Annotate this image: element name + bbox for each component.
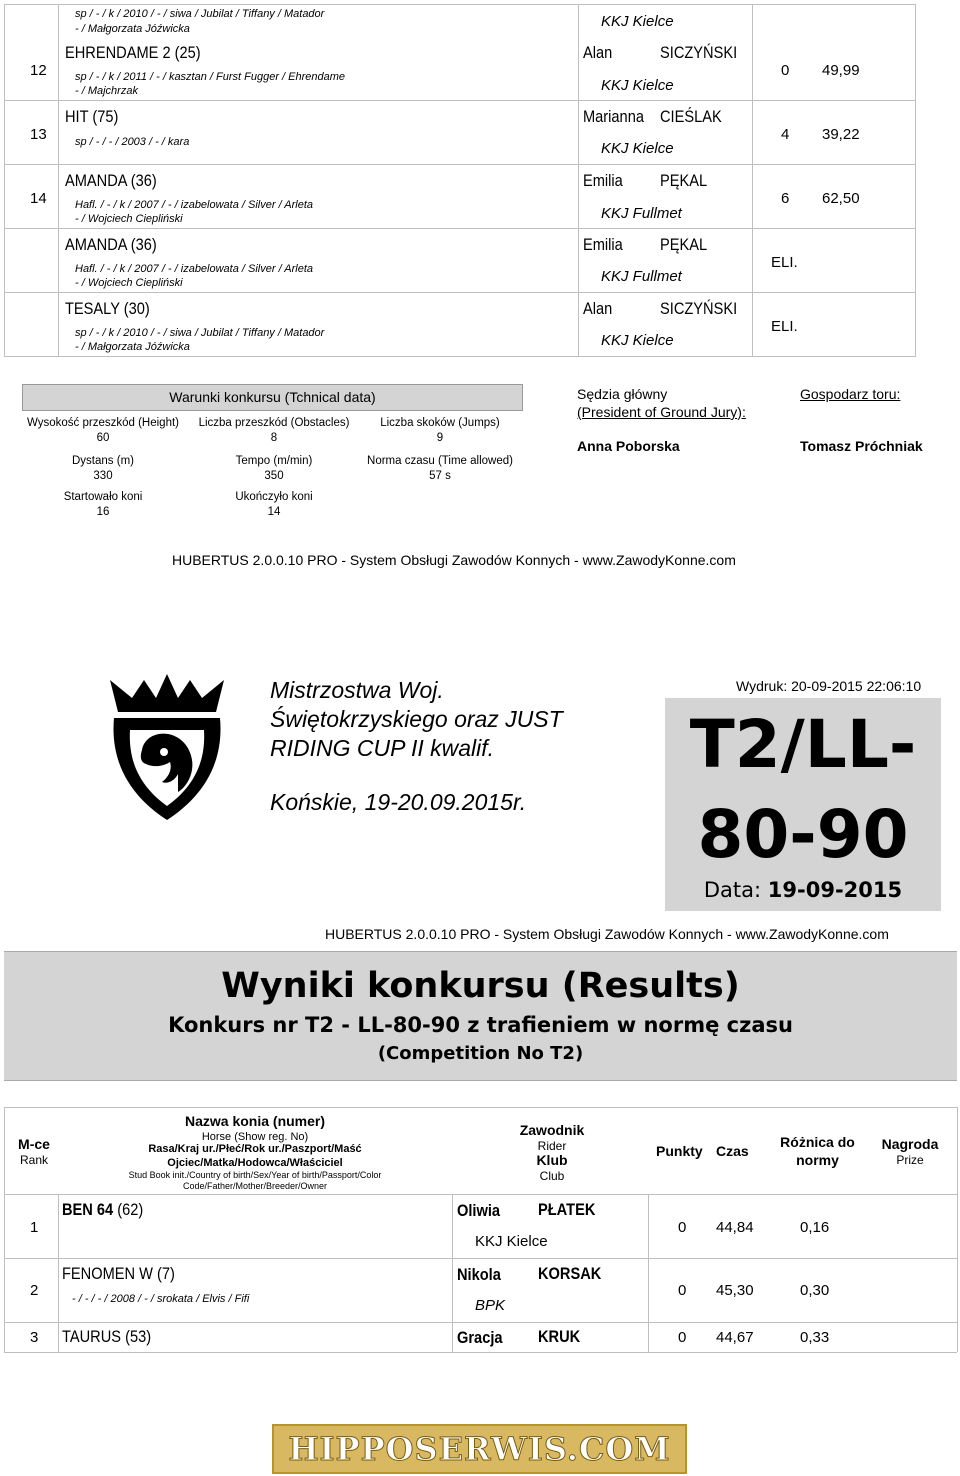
horse-name: AMANDA (36)	[65, 171, 157, 190]
tempo-value: 350	[264, 470, 284, 482]
horse-header-line5: Stud Book init./Country of birth/Sex/Year of birth/Passport/Color	[128, 1170, 382, 1180]
rider-first: Oliwia	[457, 1201, 501, 1220]
horse-name: EHRENDAME 2 (25)	[65, 43, 201, 62]
rank: 12	[30, 62, 47, 79]
horse-name: TESALY (30)	[65, 299, 150, 318]
club-header-en: Club	[539, 1169, 565, 1183]
rank: 3	[30, 1329, 39, 1346]
diff-header: Różnica do	[780, 1134, 855, 1150]
started-value: 16	[96, 506, 110, 518]
horse-details: - / - / - / 2008 / - / srokata / Elvis / Fifi	[72, 1293, 250, 1305]
event-title-line3: RIDING CUP II kwalif.	[270, 735, 495, 761]
judge-name: Anna Poborska	[577, 438, 680, 454]
rider-first: Marianna	[583, 107, 644, 126]
time: 44,84	[716, 1219, 754, 1236]
finished-value: 14	[267, 506, 281, 518]
event-title-line2: Świętokrzyskiego oraz JUST	[270, 706, 563, 732]
rider-last: SICZYŃSKI	[660, 43, 738, 62]
rider-last: KRUK	[538, 1327, 581, 1346]
club: KKJ Kielce	[601, 140, 674, 157]
points: 0	[678, 1219, 687, 1236]
rider-first: Nikola	[457, 1265, 501, 1284]
time-diff: 0,33	[800, 1329, 830, 1346]
rider-first: Alan	[583, 299, 613, 318]
rank-header-en: Rank	[19, 1153, 48, 1167]
results-competition-no: (Competition No T2)	[377, 1043, 584, 1064]
date-label: Data:	[703, 878, 762, 902]
club: KKJ Kielce	[475, 1233, 548, 1250]
height-value: 60	[96, 432, 110, 444]
footer-credit-2: HUBERTUS 2.0.0.10 PRO - System Obsługi Zawodów Konnych - www.ZawodyKonne.com	[325, 926, 889, 942]
time: 39,22	[822, 126, 860, 143]
sponsor-logo[interactable]: HIPPOSERWIS.COM	[288, 1430, 671, 1468]
horse-name: HIT (75)	[65, 107, 119, 126]
horse-header-line6: Code/Father/Mother/Breeder/Owner	[182, 1181, 328, 1191]
rider-last: KORSAK	[538, 1264, 602, 1283]
club: BPK	[475, 1297, 506, 1314]
time-allowed-value: 57 s	[429, 470, 451, 482]
jumps-label: Liczba skoków (Jumps)	[380, 417, 500, 429]
horse-details: sp / - / - / 2003 / - / kara	[75, 136, 190, 148]
points: 0	[781, 62, 790, 79]
prize-header-en: Prize	[896, 1153, 924, 1167]
rider-last: SICZYŃSKI	[660, 299, 738, 318]
event-place: Końskie, 19-20.09.2015r.	[270, 789, 527, 815]
rank: 14	[30, 190, 47, 207]
time-allowed-label: Norma czasu (Time allowed)	[367, 455, 513, 467]
horse-number: (53)	[125, 1327, 152, 1346]
horse-logo-icon	[92, 672, 242, 822]
judge-label-en: (President of Ground Jury):	[577, 404, 746, 420]
rider-header: Zawodnik	[519, 1122, 585, 1138]
judge-label: Sędzia główny	[577, 386, 668, 402]
time: 49,99	[822, 62, 860, 79]
horse-details: - / Małgorzata Jóźwicka	[75, 23, 190, 35]
results-title: Wyniki konkursu (Results)	[221, 966, 740, 1006]
rank: 1	[30, 1219, 39, 1236]
rider-first: Emilia	[583, 171, 623, 190]
rider-last: PĘKAL	[660, 235, 708, 254]
time-diff: 0,16	[800, 1219, 830, 1236]
rider-last: PĘKAL	[660, 171, 708, 190]
horse-details: sp / - / k / 2010 / - / siwa / Jubilat / Tiffany / Matador	[75, 8, 325, 20]
club: KKJ Kielce	[601, 332, 674, 349]
host-label: Gospodarz toru:	[800, 386, 901, 402]
horse-header-line4: Ojciec/Matka/Hodowca/Właściciel	[167, 1157, 343, 1169]
horse-details: - / Wojciech Ciepliński	[75, 277, 183, 289]
host-name: Tomasz Próchniak	[800, 438, 923, 454]
horse-name: AMANDA (36)	[65, 235, 157, 254]
obstacles-label: Liczba przeszkód (Obstacles)	[198, 417, 350, 429]
horse-name: TAURUS	[62, 1327, 122, 1346]
conditions-title: Warunki konkursu (Tchnical data)	[169, 389, 376, 405]
time: 45,30	[716, 1282, 754, 1299]
print-date: Wydruk: 20-09-2015 22:06:10	[736, 678, 922, 694]
horse-details: Hafl. / - / k / 2007 / - / izabelowata / Silver / Arleta	[75, 199, 314, 211]
points: 6	[781, 190, 790, 207]
distance-value: 330	[93, 470, 113, 482]
horse-details: - / Wojciech Ciepliński	[75, 213, 183, 225]
competition-date: 19-09-2015	[767, 878, 903, 902]
diff-header-2: normy	[796, 1152, 839, 1168]
horse-name: BEN 64	[62, 1200, 114, 1219]
horse-header-line3: Rasa/Kraj ur./Płeć/Rok ur./Paszport/Maść	[148, 1143, 362, 1155]
time-header: Czas	[716, 1143, 749, 1159]
height-label: Wysokość przeszkód (Height)	[27, 417, 179, 429]
finished-label: Ukończyło koni	[235, 491, 313, 503]
rider-first: Emilia	[583, 235, 623, 254]
points: 0	[678, 1329, 687, 1346]
competition-code-line1: T2/LL-	[689, 706, 917, 783]
rank: 13	[30, 126, 47, 143]
horse-details: - / Majchrzak	[75, 85, 138, 97]
results-subtitle: Konkurs nr T2 - LL-80-90 z trafieniem w normę czasu	[168, 1013, 793, 1037]
club: KKJ Fullmet	[601, 268, 682, 285]
time: 62,50	[822, 190, 860, 207]
footer-credit: HUBERTUS 2.0.0.10 PRO - System Obsługi Zawodów Konnych - www.ZawodyKonne.com	[172, 552, 736, 568]
horse-details: - / Małgorzata Jóźwicka	[75, 341, 190, 353]
time-diff: 0,30	[800, 1282, 830, 1299]
started-label: Startowało koni	[63, 491, 143, 503]
rider-first: Gracja	[457, 1328, 503, 1347]
rider-last: PŁATEK	[538, 1200, 596, 1219]
tempo-label: Tempo (m/min)	[235, 455, 313, 467]
jumps-value: 9	[436, 432, 444, 444]
horse-number: (7)	[157, 1264, 175, 1283]
points: 0	[678, 1282, 687, 1299]
horse-name: FENOMEN W	[62, 1264, 153, 1283]
points-header: Punkty	[656, 1143, 703, 1159]
horse-details: Hafl. / - / k / 2007 / - / izabelowata / Silver / Arleta	[75, 263, 314, 275]
distance-label: Dystans (m)	[72, 455, 134, 467]
prize-header: Nagroda	[881, 1136, 939, 1152]
event-title-line1: Mistrzostwa Woj.	[270, 677, 444, 703]
rank: 2	[30, 1282, 39, 1299]
horse-header-en: Horse (Show reg. No)	[201, 1131, 309, 1143]
status-eliminated: ELI.	[771, 254, 798, 271]
horse-details: sp / - / k / 2011 / - / kasztan / Furst Fugger / Ehrendame	[75, 71, 346, 83]
competition-code-line2: 80-90	[697, 796, 909, 873]
rider-first: Alan	[583, 43, 613, 62]
rider-last: CIEŚLAK	[660, 107, 722, 126]
status-eliminated: ELI.	[771, 318, 798, 335]
club: KKJ Fullmet	[601, 205, 682, 222]
obstacles-value: 8	[270, 432, 278, 444]
time: 44,67	[716, 1329, 754, 1346]
rider-header-en: Rider	[537, 1139, 567, 1153]
club: KKJ Kielce	[601, 13, 674, 30]
horse-header: Nazwa konia (numer)	[184, 1113, 326, 1129]
club: KKJ Kielce	[601, 77, 674, 94]
club-header: Klub	[536, 1152, 568, 1168]
points: 4	[781, 126, 790, 143]
rank-header: M-ce	[18, 1136, 50, 1152]
horse-details: sp / - / k / 2010 / - / siwa / Jubilat / Tiffany / Matador	[75, 327, 325, 339]
horse-number: (62)	[117, 1200, 144, 1219]
